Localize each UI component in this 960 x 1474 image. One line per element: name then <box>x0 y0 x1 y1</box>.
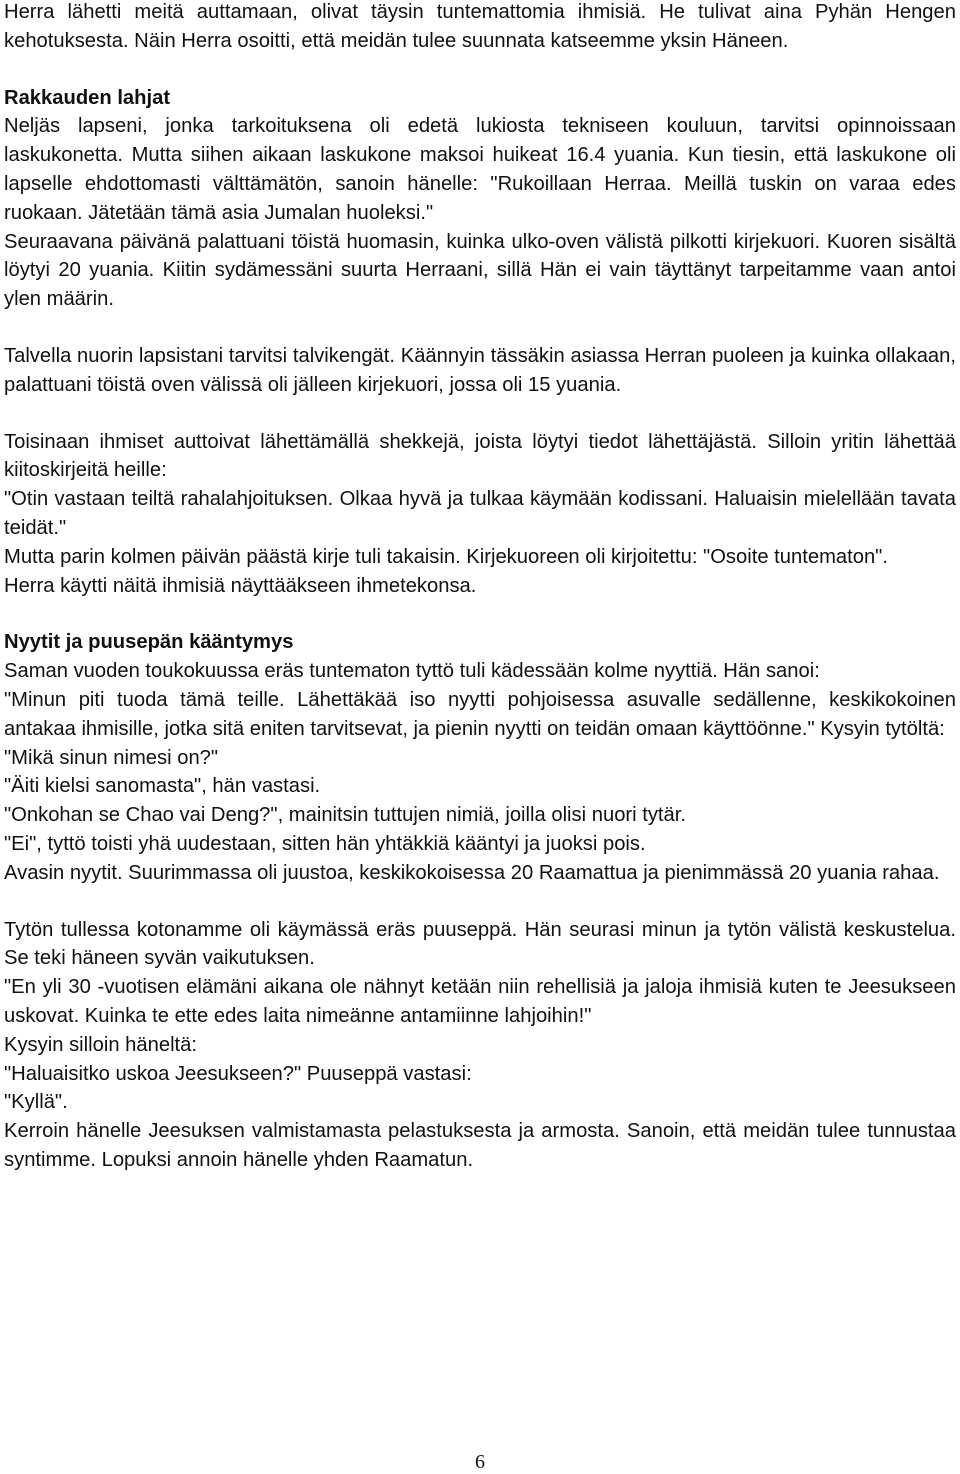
paragraph: Avasin nyytit. Suurimmassa oli juustoa, keskikokoisessa 20 Raamattua ja pienimmässä 20 yuania rahaa. <box>4 861 940 884</box>
paragraph-gap <box>4 400 956 428</box>
paragraph-gap <box>4 56 956 84</box>
paragraph: Saman vuoden toukokuussa eräs tuntematon tyttö tuli kädessään kolme nyyttiä. Hän sanoi: <box>4 660 820 683</box>
paragraph: "Kyllä". <box>4 1091 68 1114</box>
paragraph: Toisinaan ihmiset auttoivat lähettämällä shekkejä, joista löytyi tiedot lähettäjästä. Silloin yritin lähettää kiitoskirjeitä heille: <box>4 430 956 482</box>
paragraph: "Ei", tyttö toisti yhä uudestaan, sitten hän yhtäkkiä kääntyi ja juoksi pois. <box>4 832 646 855</box>
paragraph: Neljäs lapseni, jonka tarkoituksena oli edetä lukiosta tekniseen kouluun, tarvitsi opinnoissaan laskukonetta. Mutta siihen aikaan laskukone maksoi huikeat 16.4 yuania. Kun tiesin, että laskukone oli lapselle ehdottomasti välttämätön, sanoin hänelle: "Rukoillaan Herraa. Meillä tuskin on varaa edes ruokaan. Jätetään tämä asia Jumalan huoleksi." <box>4 115 956 224</box>
paragraph: "Haluaisitko uskoa Jeesukseen?" Puuseppä vastasi: <box>4 1062 472 1085</box>
section-heading: Nyytit ja puusepän kääntymys <box>4 631 294 654</box>
paragraph: "Mikä sinun nimesi on?" <box>4 746 219 769</box>
paragraph: "Äiti kielsi sanomasta", hän vastasi. <box>4 775 321 798</box>
paragraph: Mutta parin kolmen päivän päästä kirje tuli takaisin. Kirjekuoreen oli kirjoitettu: "Osoite tuntematon". <box>4 545 888 568</box>
paragraph: "Onkohan se Chao vai Deng?", mainitsin tuttujen nimiä, joilla olisi nuori tytär. <box>4 804 686 827</box>
page-number: 6 <box>475 1451 485 1473</box>
document-body <box>4 0 956 1175</box>
paragraph-gap <box>4 314 956 342</box>
paragraph: "Otin vastaan teiltä rahalahjoituksen. Olkaa hyvä ja tulkaa käymään kodissani. Haluaisin mielellään tavata teidät." <box>4 488 956 539</box>
paragraph-gap <box>4 600 956 628</box>
paragraph: Kysyin silloin häneltä: <box>4 1033 198 1056</box>
paragraph: "En yli 30 -vuotisen elämäni aikana ole nähnyt ketään niin rehellisiä ja jaloja ihmisiä kuten te Jeesukseen uskovat. Kuinka te ette edes laita nimeänne antamiinne lahjoihin!" <box>4 976 956 1027</box>
paragraph: Kerroin hänelle Jeesuksen valmistamasta pelastuksesta ja armosta. Sanoin, että meidän tulee tunnustaa syntimme. Lopuksi annoin hänelle yhden Raamatun. <box>4 1120 956 1171</box>
paragraph: Herra lähetti meitä auttamaan, olivat täysin tuntemattomia ihmisiä. He tulivat aina Pyhän Hengen kehotuksesta. Näin Herra osoitti, että meidän tulee suunnata katseemme yksin Häneen. <box>4 1 956 52</box>
paragraph: "Minun piti tuoda tämä teille. Lähettäkää iso nyytti pohjoisessa asuvalle sedällenne, keskikokoinen antakaa ihmisille, jotka sitä eniten tarvitsevat, ja pienin nyytti on teidän omaan käyttöönne." Kysyin tytöltä: <box>4 688 956 740</box>
paragraph: Herra käytti näitä ihmisiä näyttääkseen ihmetekonsa. <box>4 574 477 597</box>
paragraph-gap <box>4 888 956 916</box>
paragraph: Tytön tullessa kotonamme oli käymässä eräs puuseppä. Hän seurasi minun ja tytön välistä keskustelua. Se teki häneen syvän vaikutuksen. <box>4 918 956 970</box>
paragraph: Talvella nuorin lapsistani tarvitsi talvikengät. Käännyin tässäkin asiassa Herran puoleen ja kuinka ollakaan, palattuani töistä oven välissä oli jälleen kirjekuori, jossa oli 15 yuania. <box>4 344 956 396</box>
section-heading: Rakkauden lahjat <box>4 86 171 109</box>
paragraph: Seuraavana päivänä palattuani töistä huomasin, kuinka ulko-oven välistä pilkotti kirjekuori. Kuoren sisältä löytyi 20 yuania. Kiitin sydämessäni suurta Herraani, sillä Hän ei vain täyttänyt tarpeitamme vaan antoi ylen määrin. <box>4 230 956 311</box>
